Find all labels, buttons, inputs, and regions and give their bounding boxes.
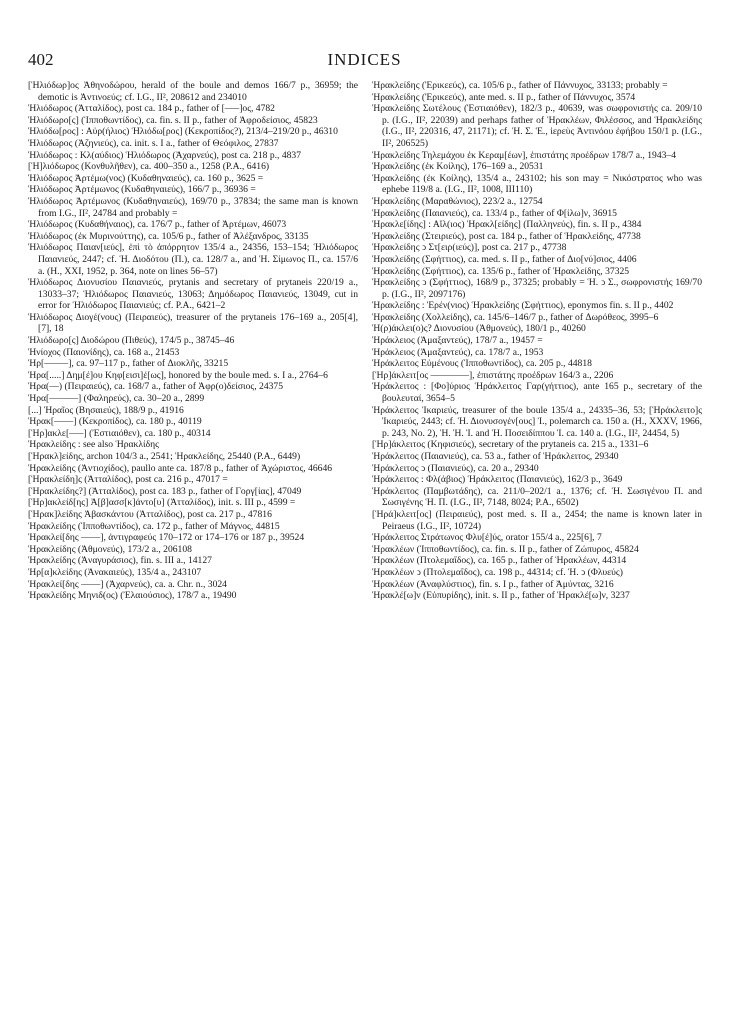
index-entry: Ἡράκλειτος ↄ (Παιανιεύς), ca. 20 a., 29340 [372,462,539,474]
index-entry: [Ἡρ]ακλε[–––] (Ἐστιαιόθεν), ca. 180 p., 40314 [28,427,211,439]
index-entry: Ἡλιόδωρος Διογέ(νους) (Πειραιεύς), treasurer of the prytaneis 176–169 a., 205[4], [7], 18 [28,311,358,335]
index-entry: Ἡρακλείδης (ἐκ Κοίλης), 135/4 a., 243102; his son may = Νικόστρατος who was ephebe 119/8 a. (I.G., II², 1008, III110) [372,172,702,196]
index-entry: [Ἡρ]άκλειτ[ος ––––––––], ἐπιστάτης προέδρων 164/3 a., 2206 [372,369,614,381]
left-column [28,80,358,602]
index-entry: Ἡρ[α]κλείδης (Ἀνακαιεύς), 135/4 a., 243107 [28,566,202,578]
index-entry: Ἡράκλειτος Στράτωνος Φλυ[έ]ύς, orator 155/4 a., 225[6], 7 [372,532,602,544]
index-entry: Ἡρακλείδης (Χολλείδης), ca. 145/6–146/7 p., father of Δωρόθεος, 3995–6 [372,311,659,323]
index-entry: Ἡρακλεί[δης ––––] (Ἀχαρνεύς), ca. a. Chr. n., 3024 [28,578,227,590]
index-entry: Ἡλιόδωρος Ἀρτέμωνος (Κυδαθηναιεύς), 166/7 p., 36936 = [28,184,256,196]
index-entry: Ἡράκλειος (Ἀμαξαντεύς), ca. 178/7 a., 1953 [372,346,544,358]
index-entry: Ἡρ[–––––], ca. 97–117 p., father of Διοκλῆς, 33215 [28,358,229,370]
index-entry: Ἡρακλείδης (Ἀντιοχίδος), paullo ante ca. 187/8 p., father of Ἀχώριστος, 46646 [28,462,333,474]
index-entry: Ἡράκλειτος : [Φο]ύριος Ἡράκλειτος Γαρ(γήττιος), ante 165 p., secretary of the βουλευταί, 3654–5 [372,381,702,405]
index-entry: Ἡρακλέων (Ἀναφλύστιος), fin. s. I p., father of Ἀμύντας, 3216 [372,578,614,590]
index-entry: Ἡλιόδωρος (Κυδαθήναιος), ca. 176/7 p., father of Ἀρτέμων, 46073 [28,219,287,231]
index-entry: [Ἡρ]ακλείδ[ης] Ἀ[β]ασσ[κ]άντο[υ] (Ἀτταλίδος), init. s. III p., 4599 = [28,497,296,509]
index-entry: Ἡλιόδωρος (ἐκ Μυρινούττης), ca. 105/6 p., father of Ἀλέξανδρος, 33135 [28,230,309,242]
right-column [372,80,702,602]
index-entry: Ἡρακλείδης Τηλεμάχου ἐκ Κεραμ[έων], ἐπιστάτης προέδρων 178/7 a., 1943–4 [372,149,677,161]
index-entry: Ἡρα[––––––] (Φαληρεύς), ca. 30–20 a., 2899 [28,393,205,405]
index-entry: Ἡρα(––) (Πειραιεύς), ca. 168/7 a., father of Ἀφρ(ο)δείσιος, 24375 [28,381,284,393]
index-entry: Ἡρακλείδης Μηνιδ(ος) (Ἐλαιούσιος), 178/7 a., 19490 [28,590,237,602]
index-entry: Ἡρακλέων ↄ (Πτολεμαΐδος), ca. 198 p., 44314; cf. Ἡ. ↄ (Φλυεύς) [372,566,623,578]
index-entry: Ἡλιόδωρος (Ἀζηνιεύς), ca. init. s. I a., father of Θεόφιλος, 27837 [28,137,279,149]
index-entry: Ἡρακλείδης : see also Ἡρακλίδης [28,439,159,451]
index-entry: Ἡρακ[––––] (Κεκροπίδος), ca. 180 p., 40119 [28,416,202,428]
index-entry: Ἡλιόδωρος Διονυσίου Παιανιεύς, prytanis and secretary of prytaneis 220/19 a., 13033–37; Ἡλιόδωρος Παιανιεύς, 13063; Δημόδωρος Παιανιεύς, 13049, cut in error for Ἡλιόδωρος Παιανιεύς; cf. P.A., 6421–2 [28,277,358,312]
index-entry: Ἡρακλείδης (Σφήττιος), ca. med. s. II p., father of Διο[νύ]σιος, 4406 [372,253,637,265]
index-entry: [Ἡ]λιόδωρος (Κονθυλῆθεν), ca. 400–350 a., 1258 (P.A., 6416) [28,161,270,173]
index-entry: Ἡρακλείδης (Παιανιεύς), ca. 133/4 p., father of Φ[ίλω]ν, 36915 [372,207,617,219]
index-entry: Ἡρακλείδης Σωτέλους (Ἑστιαιόθεν), 182/3 p., 40639, was σωφρονιστής ca. 209/10 p. (I.G., II², 22039) and perhaps father of Ἡρακλέων, Φιλέσσος, and Ἡρακλείδης (I.G., II², 220316, 47, 21171); cf. Ἡ. Σ. Ἑ., ἱερεὺς Ἀντινόου ἐφήβου 150/1 p. (I.G., II², 206525) [372,103,702,149]
index-entry: Ἡλιόδωρο[ς] (Ἱπποθωντίδος), ca. fin. s. II p., father of Ἀφροδείσιος, 45823 [28,114,318,126]
index-entry: Ἡράκλειτος (Παιανιεύς), ca. 53 a., father of Ἡράκλειτος, 29340 [372,451,619,462]
index-entry: Ἡρακλέ[ω]ν (Εὐπυρίδης), init. s. II p., father of Ἡρακλέ[ω]ν, 3237 [372,590,630,602]
index-entry: [Ἡρακλ]είδης, archon 104/3 a., 2541; Ἡρακλείδης, 25440 (P.A., 6449) [28,451,301,462]
index-entry: Ἡρακλε[ίδης] : Αἴλ(ιος) Ἡρακλ[είδης] (Παλληνεύς), fin. s. II p., 4384 [372,219,642,231]
running-head-title: INDICES [327,50,402,69]
index-entry: [Ἡρακ]λείδης Ἀβασκάντου (Ἀτταλίδος), post ca. 217 p., 47816 [28,508,272,520]
index-entry: Ἡρακλείδης (Ἐρικεεύς), ca. 105/6 p., father of Πάννυχος, 33133; probably = [372,80,668,91]
index-entry: Ἡλιόδωρος Ἀρτέμω(νος) (Κυδαθηναιεύς), ca. 160 p., 3625 = [28,172,264,184]
index-entry: [...] Ἡραῖος (Βησαιεύς), 188/9 p., 41916 [28,404,184,416]
index-entry: Ἡράκλειτος Εὐμένους (Ἱπποθωντίδος), ca. 205 p., 44818 [372,358,592,370]
index-entry: Ἡλιόδωρος Ἀρτέμωνος (Κυδαθηναιεύς), 169/70 p., 37834; the same man is known from I.G., II², 24784 and probably = [28,195,358,219]
index-entry: Ἡράκλειτος Ἰκαριεύς, treasurer of the boule 135/4 a., 24335–36, 53; [Ἡράκλειτο]ς Ἰκαριεύς, 2443; cf. Ἡ. Διονυσογέν[ους] Ἰ., polemarch ca. 150 a. (H., XXXV, 1966, p. 243, No. 2), Ἡ. Ἡ. Ἰ. and Ἡ. Ποσειδίππου Ἰ. ca. 140 a. (I.G., II², 24454, 5) [372,404,702,439]
index-entry: Ἡρα[.....] Δημ[έ]ου Κηφ[εισι]έ[ως], honored by the boule med. s. I a., 2764–6 [28,369,328,381]
index-entry: Ἡλιόδωρο[ς] Διοδώρου (Πιθεύς), 174/5 p., 38745–46 [28,335,235,347]
index-entry: Ἡρακλείδης (ἐκ Κοίλης), 176–169 a., 20531 [372,161,544,173]
index-entry: Ἡράκλειος (Ἀμαξαντεύς), 178/7 a., 19457 = [372,335,543,347]
index-entry: Ἡρακλείδης (Ἱπποθωντίδος), ca. 172 p., father of Μάγνος, 44815 [28,520,280,532]
index-entry: Ἡρακλείδης ↄ Στ[ειρ(ιεύς)], post ca. 217 p., 47738 [372,242,567,254]
index-entry: [Ἡρ]άκλειτος (Κηφισιεύς), secretary of the prytaneis ca. 215 a., 1331–6 [372,439,649,451]
index-entry: Ἡλιόδωρος : Κλ(αύδιος) Ἡλιόδωρος (Ἀχαρνεύς), post ca. 218 p., 4837 [28,149,302,161]
page-number: 402 [28,50,54,69]
index-entry: Ἡρακλείδης (Ἀθμονεύς), 173/2 a., 206108 [28,543,192,555]
index-entry: [Ἡρά]κλειτ[ος] (Πειραιεύς), post med. s. II a., 2454; the name is known later in Peiraeus (I.G., II², 10724) [372,508,702,532]
index-entry: Ἡνίοχος (Παιονίδης), ca. 168 a., 21453 [28,346,180,358]
index-entry: Ἡρακλείδης : Ἐρέν(νιος) Ἡρακλείδης (Σφήττιος), eponymos fin. s. II p., 4402 [372,300,674,312]
index-entry: Ἡρακλεί[δης ––––], ἀντιγραφεύς 170–172 or 174–176 or 187 p., 39524 [28,532,305,544]
index-entry: Ἡρακλείδης (Στειριεύς), post ca. 184 p., father of Ἡρακλείδης, 47738 [372,230,641,242]
index-entry: Ἡράκλειτος : Φλ(άβιος) Ἡράκλειτος (Παιανιεύς), 162/3 p., 3649 [372,474,623,486]
index-entry: Ἡρακλείδης (Σφήττιος), ca. 135/6 p., father of Ἡρακλείδης, 37325 [372,265,630,277]
index-entry: [Ἡλιόδωρ]ος Ἀθηνοδώρου, herald of the boule and demos 166/7 p., 36959; the demotic is Ἀντινοεύς; cf. I.G., II², 208612 and 234010 [28,80,358,103]
index-entry: Ἡλιόδωρος Παιαν[ιεύς], ἐπὶ τὸ ἀπόρρητον 135/4 a., 24356, 153–154; Ἡλιόδωρος Παιανιεύς, 2447; cf. Ἡ. Διοδότου (Π.), ca. 128/7 a., and Ἡ. Σίμωνος Π., ca. 157/6 a. (H., XXI, 1952, p. 364, note on lines 56–57) [28,242,358,277]
index-entry: [Ἡρακλείδη]ς (Ἀτταλίδος), post ca. 216 p., 47017 = [28,474,228,486]
index-entry: Ἡλιόδω[ρος] : Αὐρ(ήλιος) Ἡλιόδω[ρος] (Κεκροπίδος?), 213/4–219/20 p., 46310 [28,126,338,138]
index-entry: Ἡλιόδωρος (Ἀτταλίδος), post ca. 184 p., father of [–––]ος, 4782 [28,103,275,115]
index-entry: Ἡρακλείδης ↄ (Σφήττιος), 168/9 p., 37325; probably = Ἡ. ↄ Σ., σωφρονιστής 169/70 p. (I.G., II², 2097176) [372,277,702,300]
index-entry: Ἡρακλείδης (Ἐρικεεύς), ante med. s. II p., father of Πάννυχος, 3574 [372,91,636,103]
index-entry: Ἡρακλείδης (Μαραθώνιος), 223/2 a., 12754 [372,195,543,207]
index-entry: Ἡρακλέων (Ἱπποθωντίδος), ca. fin. s. II p., father of Ζώπυρος, 45824 [372,543,639,555]
index-entry: [Ἡρακλείδης?] (Ἀτταλίδος), post ca. 183 p., father of Γοργ[ίας], 47049 [28,485,302,497]
index-entry: Ἡράκλειτος (Παμβωτάδης), ca. 211/0–202/1 a., 1376; cf. Ἡ. Σωσιγένου Π. and Σωσιγένης Ἡ. Π. (I.G., II², 7148, 8024; P.A., 6502) [372,485,702,509]
index-entry: Ἡρακλείδης (Ἀναγυράσιος), fin. s. III a., 14127 [28,555,212,567]
index-entry: Ἡ(ρ)άκλει(ο)ς? Διονυσίου (Ἀθμονεύς), 180/1 p., 40260 [372,323,586,335]
index-entry: Ἡρακλέων (Πτολεμαΐδος), ca. 165 p., father of Ἡρακλέων, 44314 [372,555,627,567]
page-header [0,50,729,74]
